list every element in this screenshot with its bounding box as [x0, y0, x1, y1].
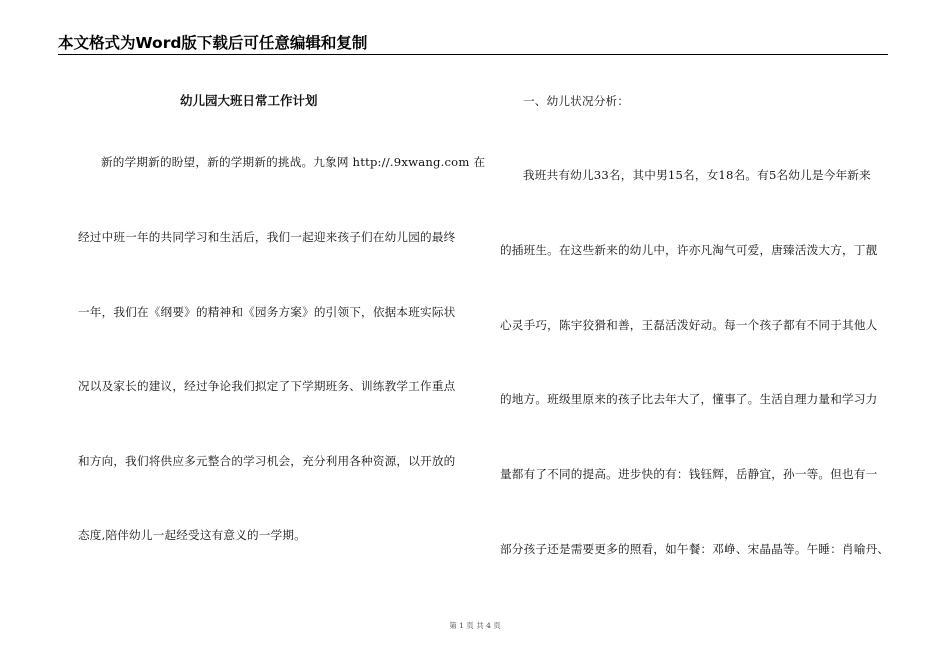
right-paragraph-line: 的地方。班级里原来的孩子比去年大了，懂事了。生活自理力量和学习力	[500, 392, 878, 406]
right-paragraph-line: 我班共有幼儿33名，其中男15名，女18名。有5名幼儿是今年新来	[523, 168, 871, 182]
left-paragraph-line: 新的学期新的盼望，新的学期新的挑战。九象网 http://.9xwang.com 在	[101, 155, 486, 169]
right-paragraph-line: 部分孩子还是需要更多的照看，如午餐：邓峥、宋晶晶等。午睡：肖喻丹、	[500, 542, 890, 556]
banner-divider	[58, 54, 888, 55]
section-heading: 一、幼儿状况分析：	[523, 94, 630, 108]
document-title: 幼儿园大班日常工作计划	[180, 93, 318, 108]
right-paragraph-line: 量都有了不同的提高。进步快的有：钱钰辉，岳静宜，孙一等。但也有一	[500, 467, 878, 481]
left-paragraph-line: 态度,陪伴幼儿一起经受这有意义的一学期。	[78, 528, 306, 542]
left-paragraph-line: 况以及家长的建议，经过争论我们拟定了下学期班务、训练教学工作重点	[78, 379, 456, 393]
right-paragraph-line: 心灵手巧，陈宇狡猾和善，王磊活泼好动。每一个孩子都有不同于其他人	[500, 318, 878, 332]
left-paragraph-line: 一年，我们在《纲要》的精神和《园务方案》的引领下，依据本班实际状	[78, 305, 456, 319]
right-paragraph-line: 的插班生。在这些新来的幼儿中，许亦凡淘气可爱，唐臻活泼大方，丁靓	[500, 243, 878, 257]
page-number-footer: 第 1 页 共 4 页	[449, 621, 501, 630]
download-banner-title: 本文格式为Word版下载后可任意编辑和复制	[58, 34, 368, 52]
left-paragraph-line: 和方向，我们将供应多元整合的学习机会，充分利用各种资源，以开放的	[78, 454, 456, 468]
left-paragraph-line: 经过中班一年的共同学习和生活后，我们一起迎来孩子们在幼儿园的最终	[78, 230, 456, 244]
